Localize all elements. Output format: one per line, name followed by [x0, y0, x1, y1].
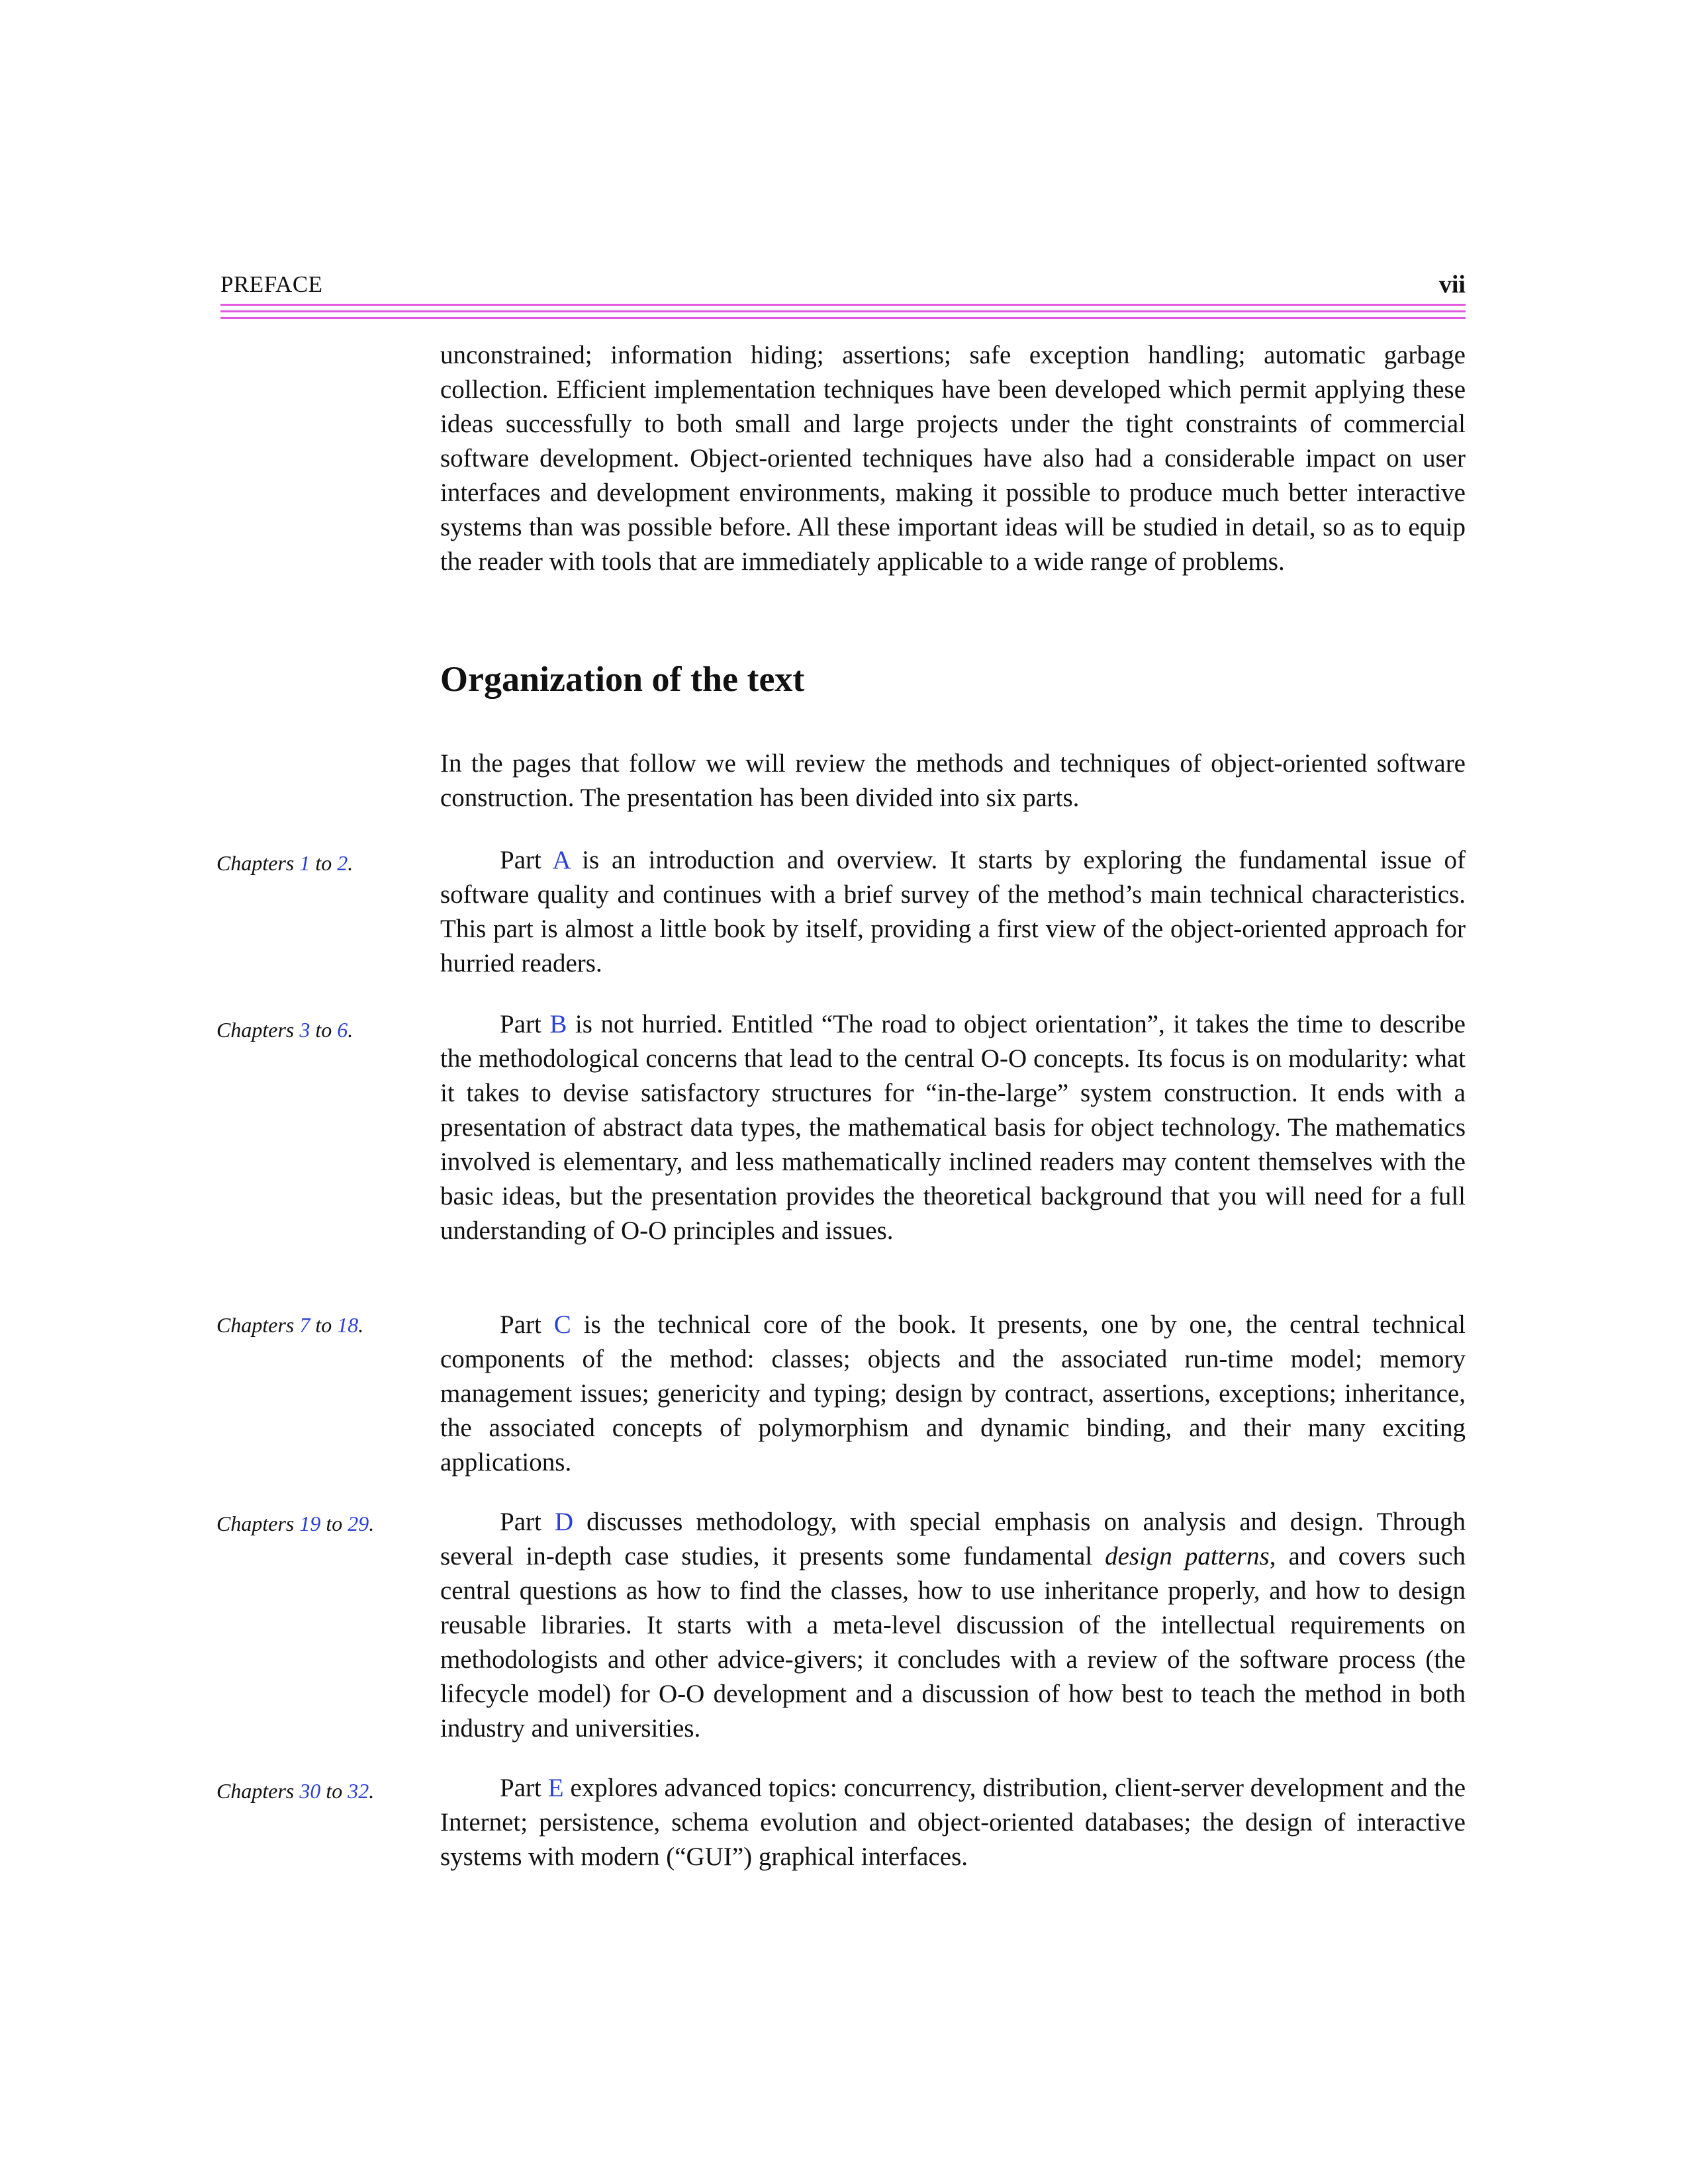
part-prefix: Part [500, 1310, 554, 1339]
section-heading: Organization of the text [440, 659, 805, 699]
margin-note-sep: to [310, 1018, 338, 1042]
margin-note-end: . [358, 1313, 364, 1337]
margin-note-label: Chapters [216, 1313, 300, 1337]
margin-note-part-b [216, 1018, 422, 1042]
part-e-paragraph [440, 1771, 1466, 1874]
margin-note-end: . [348, 1018, 353, 1042]
chapter-link-start[interactable]: 1 [299, 851, 310, 875]
chapter-link-end[interactable]: 2 [337, 851, 348, 875]
section-lead-text: In the pages that follow we will review the methods and techniques of object-oriented software construction. The presentation has been divided into six parts. [440, 749, 1466, 812]
emphasized-term: design patterns [1105, 1542, 1270, 1570]
chapter-link-end[interactable]: 6 [337, 1018, 348, 1042]
part-prefix: Part [500, 846, 553, 874]
running-header-section: PREFACE [220, 271, 323, 297]
margin-note-label: Chapters [216, 1018, 300, 1042]
part-text: explores advanced topics: concurrency, distribution, client-server development and the Internet; persistence, schema evolution and object-oriented databases; the design of interactive systems with modern (“GUI”) graphical interfaces. [440, 1774, 1466, 1871]
margin-note-sep: to [320, 1512, 348, 1535]
margin-note-label: Chapters [216, 1512, 300, 1535]
chapter-link-start[interactable]: 3 [299, 1018, 310, 1042]
part-prefix: Part [500, 1774, 548, 1802]
intro-paragraph [440, 338, 1466, 579]
header-rule-top [220, 304, 1466, 306]
header-rule-bottom [220, 317, 1466, 319]
part-text: is an introduction and overview. It starts by exploring the fundamental issue of software quality and continues with a brief survey of the method’s main technical characteristics. This part is almost a little book by itself, providing a first view of the object-oriented approach for hurried readers. [440, 846, 1466, 978]
part-prefix: Part [500, 1508, 555, 1536]
page-number: vii [1438, 271, 1466, 298]
part-text: is the technical core of the book. It presents, one by one, the central technical components of the method: classes; objects and the associated run-time model; memory management issues; genericity and typing; design by contract, assertions, exceptions; inheritance, the associated concepts of polymorphism and dynamic binding, and their many exciting applications. [440, 1310, 1466, 1477]
chapter-link-start[interactable]: 7 [299, 1313, 310, 1337]
part-e-link[interactable]: E [547, 1774, 564, 1802]
section-lead-paragraph [440, 747, 1466, 815]
chapter-link-start[interactable]: 30 [299, 1779, 321, 1803]
margin-note-sep: to [310, 1313, 338, 1337]
margin-note-label: Chapters [216, 1779, 300, 1803]
margin-note-end: . [369, 1512, 375, 1535]
margin-note-end: . [348, 851, 353, 875]
margin-note-part-c [216, 1313, 422, 1338]
margin-note-sep: to [310, 851, 338, 875]
part-a-paragraph [440, 843, 1466, 981]
intro-text: unconstrained; information hiding; assertions; safe exception handling; automatic garbage collection. Efficient implementation techniques have been developed which permit applying these ideas successfully to both small and large projects under the tight constraints of commercial software development. Object-oriented techniques have also had a considerable impact on user interfaces and development environments, making it possible to produce much better interactive systems than was possible before. All these important ideas will be studied in detail, so as to equip the reader with tools that are immediately applicable to a wide range of problems. [440, 341, 1466, 576]
margin-note-end: . [369, 1779, 375, 1803]
part-b-link[interactable]: B [549, 1010, 567, 1038]
part-prefix: Part [500, 1010, 550, 1038]
margin-note-sep: to [320, 1779, 348, 1803]
part-text: discusses methodology, with special emphasis on analysis and design. Through several in-depth case studies, it presents some fundamental [440, 1508, 1466, 1570]
margin-note-part-d [216, 1512, 422, 1536]
chapter-link-start[interactable]: 19 [299, 1512, 321, 1535]
part-d-link[interactable]: D [554, 1508, 574, 1536]
part-d-paragraph [440, 1505, 1466, 1746]
margin-note-part-e [216, 1779, 422, 1803]
chapter-link-end[interactable]: 29 [348, 1512, 369, 1535]
part-c-link[interactable]: C [553, 1310, 571, 1339]
part-text: is not hurried. Entitled “The road to object orientation”, it takes the time to describe the methodological concerns that lead to the central O-O concepts. Its focus is on modularity: what it takes to devise satisfactory structures for “in-the-large” system construction. It ends with a presentation of abstract data types, the mathematical basis for object technology. The mathematics involved is elementary, and less mathematically inclined readers may content themselves with the basic ideas, but the presentation provides the theoretical background that you will need for a full understanding of O-O principles and issues. [440, 1010, 1466, 1245]
margin-note-part-a [216, 851, 422, 876]
chapter-link-end[interactable]: 32 [348, 1779, 369, 1803]
part-text-continued: , and covers such central questions as how to find the classes, how to use inheritance properly, and how to design reusable libraries. It starts with a meta-level discussion of the intellectual requirements on methodologists and other advice-givers; it concludes with a review of the software process (the lifecycle model) for O-O development and a discussion of how best to teach the method in both industry and universities. [440, 1542, 1466, 1743]
margin-note-label: Chapters [216, 851, 300, 875]
part-b-paragraph [440, 1007, 1466, 1248]
part-c-paragraph [440, 1308, 1466, 1480]
chapter-link-end[interactable]: 18 [337, 1313, 359, 1337]
header-rule-middle [220, 310, 1466, 312]
part-a-link[interactable]: A [552, 846, 570, 874]
